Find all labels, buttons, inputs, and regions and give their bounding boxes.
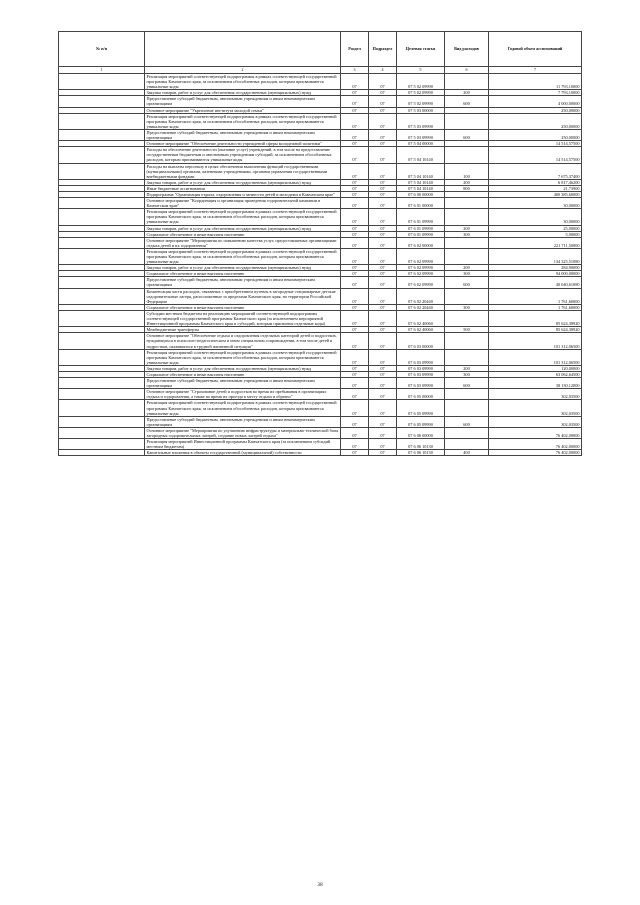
cell-podrazdel: 07 bbox=[369, 90, 397, 96]
cell-expense-type: 300 bbox=[445, 371, 489, 377]
cell-name: Реализация мероприятий соответствующей подпрограммы в рамках соответствующей государственной программы Камчатского края, за исключением обособленных расходов, которым присваиваются уникальные коды bbox=[145, 400, 341, 416]
cell-razdel: 07 bbox=[341, 90, 369, 96]
cell-name: Предоставление субсидий бюджетным, автономным учреждениям и иным некоммерческим организациям bbox=[145, 277, 341, 288]
cell-razdel: 07 bbox=[341, 141, 369, 147]
cell-number bbox=[59, 129, 145, 140]
cell-expense-type bbox=[445, 310, 489, 326]
cell-annual-sum: 250,00000 bbox=[489, 107, 582, 113]
cell-name: Основное мероприятие "Страхование детей и подростков во время их пребывания в организациях отдыха и оздоровления, а также во время их проезда к месту отдыха и обратно" bbox=[145, 389, 341, 400]
cell-podrazdel: 07 bbox=[369, 450, 397, 456]
cell-number bbox=[59, 209, 145, 225]
table-row bbox=[59, 288, 582, 304]
cell-annual-sum: 38 130,12000 bbox=[489, 378, 582, 389]
cell-target-article: 07 6 01 00000 bbox=[397, 198, 445, 209]
cell-name: Предоставление субсидий бюджетным, автономным учреждениям и иным некоммерческим организациям bbox=[145, 96, 341, 107]
header-razdel: Раздел bbox=[341, 32, 369, 67]
cell-razdel: 07 bbox=[341, 271, 369, 277]
cell-razdel: 07 bbox=[341, 209, 369, 225]
cell-target-article: 07 5 04 10140 bbox=[397, 163, 445, 179]
cell-podrazdel: 07 bbox=[369, 74, 397, 90]
cell-podrazdel: 07 bbox=[369, 248, 397, 264]
col-number: 6 bbox=[445, 67, 489, 74]
cell-razdel: 07 bbox=[341, 231, 369, 237]
cell-expense-type bbox=[445, 209, 489, 225]
cell-annual-sum: 76 402,00000 bbox=[489, 427, 582, 438]
cell-target-article: 07 5 02 09990 bbox=[397, 96, 445, 107]
cell-annual-sum: 302,03500 bbox=[489, 400, 582, 416]
cell-name: Закупка товаров, работ и услуг для обеспечения государственных (муниципальных) нужд bbox=[145, 90, 341, 96]
cell-podrazdel: 07 bbox=[369, 416, 397, 427]
cell-number bbox=[59, 237, 145, 248]
cell-expense-type: 200 bbox=[445, 265, 489, 271]
cell-target-article: 07 5 04 10140 bbox=[397, 179, 445, 185]
cell-expense-type bbox=[445, 389, 489, 400]
cell-target-article: 07 6 02 09990 bbox=[397, 271, 445, 277]
cell-annual-sum: 250,00000 bbox=[489, 129, 582, 140]
cell-razdel: 07 bbox=[341, 304, 369, 310]
header-target-article: Целевая статья bbox=[397, 32, 445, 67]
cell-name: Реализация мероприятий соответствующей подпрограммы в рамках соответствующей государственной программы Камчатского края, за исключением обособленных расходов, которым присваиваются уникальные коды bbox=[145, 74, 341, 90]
cell-annual-sum: 85 624,38920 bbox=[489, 310, 582, 326]
cell-target-article: 07 6 01 09990 bbox=[397, 225, 445, 231]
cell-expense-type bbox=[445, 74, 489, 90]
cell-annual-sum: 7 793,10000 bbox=[489, 90, 582, 96]
cell-expense-type bbox=[445, 427, 489, 438]
cell-podrazdel: 07 bbox=[369, 277, 397, 288]
cell-name: Закупка товаров, работ и услуг для обеспечения государственных (муниципальных) нужд bbox=[145, 365, 341, 371]
cell-name: Основное мероприятие "Координация и организация проведения оздоровительной кампании в Камчатском крае" bbox=[145, 198, 341, 209]
cell-target-article: 07 6 06 00000 bbox=[397, 427, 445, 438]
cell-name: Реализация мероприятий соответствующей подпрограммы в рамках соответствующей государственной программы Камчатского края, за исключением обособленных расходов, которым присваиваются уникальные коды bbox=[145, 349, 341, 365]
cell-number bbox=[59, 96, 145, 107]
cell-target-article: 07 5 03 00000 bbox=[397, 107, 445, 113]
cell-expense-type: 600 bbox=[445, 378, 489, 389]
cell-razdel: 07 bbox=[341, 416, 369, 427]
cell-annual-sum: 302,03500 bbox=[489, 389, 582, 400]
cell-name: Расходы на обеспечение деятельности (оказание услуг) учреждений, в том числе на предоставление государственным бюджетным и автономным учреждениям субсидий, за исключением обособленных расходов, которым присваиваются уникальные коды bbox=[145, 147, 341, 163]
cell-annual-sum: 284,90000 bbox=[489, 265, 582, 271]
cell-podrazdel: 07 bbox=[369, 327, 397, 333]
cell-annual-sum: 1 761,60000 bbox=[489, 288, 582, 304]
cell-name: Закупка товаров, работ и услуг для обеспечения государственных (муниципальных) нужд bbox=[145, 265, 341, 271]
cell-razdel: 07 bbox=[341, 400, 369, 416]
cell-target-article: 07 6 05 09990 bbox=[397, 400, 445, 416]
page-number: 38 bbox=[317, 882, 323, 888]
cell-annual-sum: 400 385,60000 bbox=[489, 191, 582, 197]
header-expense-type: Вид расходов bbox=[445, 32, 489, 67]
cell-target-article: 07 6 01 09990 bbox=[397, 209, 445, 225]
cell-number bbox=[59, 198, 145, 209]
table-row bbox=[59, 427, 582, 438]
cell-annual-sum: 30,00000 bbox=[489, 209, 582, 225]
col-number: 2 bbox=[145, 67, 341, 74]
cell-razdel: 07 bbox=[341, 129, 369, 140]
cell-expense-type: 200 bbox=[445, 225, 489, 231]
cell-expense-type: 100 bbox=[445, 163, 489, 179]
cell-razdel: 07 bbox=[341, 107, 369, 113]
cell-expense-type: 500 bbox=[445, 327, 489, 333]
cell-annual-sum: 21,73900 bbox=[489, 185, 582, 191]
cell-podrazdel: 07 bbox=[369, 113, 397, 129]
cell-name: Основное мероприятие "Обеспечение отдыха и оздоровления отдельных категорий детей и подростков, нуждающихся в психолого-педагогическом и ином специальном сопровождении, в том числе детей и подростков, оказавшихся в трудной жизненной ситуации" bbox=[145, 333, 341, 349]
cell-name: Основное мероприятие "Мероприятия по улучшению инфраструктуры и материально-технической базы загородных оздоровительных лагерей, создание новых лагерей отдыха" bbox=[145, 427, 341, 438]
table-row bbox=[59, 198, 582, 209]
cell-target-article: 07 6 02 20440 bbox=[397, 288, 445, 304]
cell-annual-sum: 134 325,51080 bbox=[489, 248, 582, 264]
table-row bbox=[59, 248, 582, 264]
table-row bbox=[59, 237, 582, 248]
cell-podrazdel: 07 bbox=[369, 231, 397, 237]
cell-target-article: 07 6 02 09990 bbox=[397, 265, 445, 271]
cell-expense-type: 300 bbox=[445, 231, 489, 237]
cell-number bbox=[59, 277, 145, 288]
cell-target-article: 07 6 02 40060 bbox=[397, 327, 445, 333]
cell-number bbox=[59, 416, 145, 427]
cell-target-article: 07 5 03 09990 bbox=[397, 129, 445, 140]
table-row bbox=[59, 310, 582, 326]
cell-razdel: 07 bbox=[341, 198, 369, 209]
cell-annual-sum: 30,00000 bbox=[489, 198, 582, 209]
cell-number bbox=[59, 288, 145, 304]
cell-annual-sum: 14 514,57500 bbox=[489, 141, 582, 147]
cell-name: Социальное обеспечение и иные выплаты населению bbox=[145, 304, 341, 310]
cell-razdel: 07 bbox=[341, 365, 369, 371]
cell-name: Расходы на выплаты персоналу в целях обеспечения выполнения функций государственными (муниципальными) органами, казенными учреждениями, органами управления государственными внебюджетными фондами bbox=[145, 163, 341, 179]
cell-target-article: 07 5 04 10140 bbox=[397, 147, 445, 163]
cell-target-article: 07 6 00 00000 bbox=[397, 191, 445, 197]
cell-podrazdel: 07 bbox=[369, 378, 397, 389]
cell-annual-sum: 85 624,38920 bbox=[489, 327, 582, 333]
cell-podrazdel: 07 bbox=[369, 209, 397, 225]
cell-podrazdel: 07 bbox=[369, 371, 397, 377]
cell-razdel: 07 bbox=[341, 237, 369, 248]
table-row bbox=[59, 147, 582, 163]
cell-razdel: 07 bbox=[341, 191, 369, 197]
cell-expense-type: 200 bbox=[445, 90, 489, 96]
cell-razdel: 07 bbox=[341, 147, 369, 163]
cell-podrazdel: 07 bbox=[369, 185, 397, 191]
cell-name: Субсидии местным бюджетам на реализацию мероприятий соответствующей подпрограммы соответствующей государственной программы Камчатского края (за исключением мероприятий Инвестиционной программы Камчатского края и субсидий, которым присвоены отдельные коды) bbox=[145, 310, 341, 326]
cell-podrazdel: 07 bbox=[369, 333, 397, 349]
cell-razdel: 07 bbox=[341, 450, 369, 456]
table-row bbox=[59, 378, 582, 389]
cell-podrazdel: 07 bbox=[369, 107, 397, 113]
cell-podrazdel: 07 bbox=[369, 147, 397, 163]
cell-razdel: 07 bbox=[341, 349, 369, 365]
col-number: 3 bbox=[341, 67, 369, 74]
cell-number bbox=[59, 310, 145, 326]
cell-expense-type bbox=[445, 439, 489, 450]
cell-expense-type bbox=[445, 333, 489, 349]
table-row bbox=[59, 349, 582, 365]
cell-annual-sum: 250,00000 bbox=[489, 113, 582, 129]
cell-podrazdel: 07 bbox=[369, 191, 397, 197]
table-row bbox=[59, 209, 582, 225]
col-number: 5 bbox=[397, 67, 445, 74]
cell-podrazdel: 07 bbox=[369, 439, 397, 450]
cell-expense-type bbox=[445, 400, 489, 416]
cell-expense-type bbox=[445, 198, 489, 209]
header-podrazdel: Подраздел bbox=[369, 32, 397, 67]
cell-podrazdel: 07 bbox=[369, 141, 397, 147]
table-row bbox=[59, 129, 582, 140]
cell-expense-type bbox=[445, 248, 489, 264]
cell-number bbox=[59, 450, 145, 456]
cell-annual-sum: 94 000,00000 bbox=[489, 271, 582, 277]
cell-annual-sum: 63 062,64500 bbox=[489, 371, 582, 377]
cell-razdel: 07 bbox=[341, 265, 369, 271]
cell-razdel: 07 bbox=[341, 225, 369, 231]
cell-annual-sum: 1 761,60000 bbox=[489, 304, 582, 310]
cell-podrazdel: 07 bbox=[369, 427, 397, 438]
cell-razdel: 07 bbox=[341, 113, 369, 129]
cell-podrazdel: 07 bbox=[369, 304, 397, 310]
cell-razdel: 07 bbox=[341, 277, 369, 288]
cell-name: Реализация мероприятий соответствующей подпрограммы в рамках соответствующей государственной программы Камчатского края, за исключением обособленных расходов, которым присваиваются уникальные коды bbox=[145, 248, 341, 264]
cell-razdel: 07 bbox=[341, 310, 369, 326]
cell-number bbox=[59, 163, 145, 179]
cell-expense-type bbox=[445, 237, 489, 248]
cell-expense-type: 600 bbox=[445, 129, 489, 140]
cell-razdel: 07 bbox=[341, 371, 369, 377]
table-row bbox=[59, 333, 582, 349]
table-row bbox=[59, 163, 582, 179]
cell-annual-sum: 7 675,37400 bbox=[489, 163, 582, 179]
cell-number bbox=[59, 248, 145, 264]
cell-razdel: 07 bbox=[341, 378, 369, 389]
col-number: 1 bbox=[59, 67, 145, 74]
cell-annual-sum: 6 817,46200 bbox=[489, 179, 582, 185]
table-body bbox=[59, 74, 582, 456]
table-row bbox=[59, 400, 582, 416]
cell-podrazdel: 07 bbox=[369, 163, 397, 179]
cell-podrazdel: 07 bbox=[369, 271, 397, 277]
cell-annual-sum: 4 000,00000 bbox=[489, 96, 582, 107]
cell-target-article: 07 6 03 09990 bbox=[397, 378, 445, 389]
cell-name: Предоставление субсидий бюджетным, автономным учреждениям и иным некоммерческим организациям bbox=[145, 378, 341, 389]
cell-target-article: 07 6 02 20440 bbox=[397, 304, 445, 310]
cell-name: Предоставление субсидий бюджетным, автономным учреждениям и иным некоммерческим организациям bbox=[145, 416, 341, 427]
table-row bbox=[59, 96, 582, 107]
header-number: № п/п bbox=[59, 32, 145, 67]
col-number: 7 bbox=[489, 67, 582, 74]
table-row bbox=[59, 389, 582, 400]
cell-razdel: 07 bbox=[341, 389, 369, 400]
cell-number bbox=[59, 333, 145, 349]
cell-expense-type: 300 bbox=[445, 271, 489, 277]
cell-expense-type bbox=[445, 349, 489, 365]
cell-podrazdel: 07 bbox=[369, 310, 397, 326]
cell-name: Социальное обеспечение и иные выплаты населению bbox=[145, 231, 341, 237]
cell-annual-sum: 5,00000 bbox=[489, 231, 582, 237]
cell-number bbox=[59, 389, 145, 400]
cell-podrazdel: 07 bbox=[369, 179, 397, 185]
cell-target-article: 07 6 01 09990 bbox=[397, 231, 445, 237]
cell-name: Социальное обеспечение и иные выплаты населению bbox=[145, 271, 341, 277]
cell-target-article: 07 6 05 00000 bbox=[397, 389, 445, 400]
cell-target-article: 07 6 03 09990 bbox=[397, 371, 445, 377]
cell-number bbox=[59, 427, 145, 438]
cell-razdel: 07 bbox=[341, 288, 369, 304]
cell-expense-type: 200 bbox=[445, 365, 489, 371]
cell-number bbox=[59, 74, 145, 90]
cell-expense-type: 800 bbox=[445, 185, 489, 191]
cell-annual-sum: 120,00000 bbox=[489, 365, 582, 371]
cell-number bbox=[59, 400, 145, 416]
cell-annual-sum: 101 312,06500 bbox=[489, 333, 582, 349]
cell-annual-sum: 25,00000 bbox=[489, 225, 582, 231]
budget-table-sheet bbox=[58, 31, 581, 456]
cell-target-article: 07 6 06 10130 bbox=[397, 450, 445, 456]
cell-target-article: 07 6 02 00000 bbox=[397, 237, 445, 248]
cell-annual-sum: 76 402,00000 bbox=[489, 450, 582, 456]
cell-name: Основное мероприятие "Обеспечение деятельности учреждений сферы молодежной политики" bbox=[145, 141, 341, 147]
cell-expense-type: 300 bbox=[445, 304, 489, 310]
cell-name: Основное мероприятие "Мероприятия по повышению качества услуг, предоставляемых организациями отдыха детей и их оздоровления" bbox=[145, 237, 341, 248]
cell-razdel: 07 bbox=[341, 327, 369, 333]
cell-razdel: 07 bbox=[341, 96, 369, 107]
cell-target-article: 07 6 02 09990 bbox=[397, 248, 445, 264]
cell-annual-sum: 40 040,61080 bbox=[489, 277, 582, 288]
cell-podrazdel: 07 bbox=[369, 96, 397, 107]
header-name bbox=[145, 32, 341, 67]
cell-name: Реализация мероприятий соответствующей подпрограммы в рамках соответствующей государственной программы Камчатского края, за исключением обособленных расходов, которым присваиваются уникальные коды bbox=[145, 209, 341, 225]
cell-razdel: 07 bbox=[341, 74, 369, 90]
cell-razdel: 07 bbox=[341, 333, 369, 349]
cell-annual-sum: 14 514,57500 bbox=[489, 147, 582, 163]
cell-name: Компенсация части расходов, связанных с приобретением путевок в загородные стационарные детские оздоровительные лагеря, расположенные за пределами Камчатского края, на территории Российской Федерации bbox=[145, 288, 341, 304]
cell-target-article: 07 6 02 09990 bbox=[397, 277, 445, 288]
cell-razdel: 07 bbox=[341, 248, 369, 264]
cell-name: Реализация мероприятий соответствующей подпрограммы в рамках соответствующей государственной программы Камчатского края, за исключением обособленных расходов, которым присваиваются уникальные коды bbox=[145, 113, 341, 129]
col-number: 4 bbox=[369, 67, 397, 74]
cell-name: Предоставление субсидий бюджетным, автономным учреждениям и иным некоммерческим организациям bbox=[145, 129, 341, 140]
table-row bbox=[59, 416, 582, 427]
table-row bbox=[59, 74, 582, 90]
table-row bbox=[59, 450, 582, 456]
cell-expense-type: 600 bbox=[445, 277, 489, 288]
cell-annual-sum: 302,03500 bbox=[489, 416, 582, 427]
cell-name: Капитальные вложения в объекты государственной (муниципальной) собственности bbox=[145, 450, 341, 456]
cell-target-article: 07 6 03 09990 bbox=[397, 365, 445, 371]
cell-annual-sum: 76 402,00000 bbox=[489, 439, 582, 450]
cell-expense-type bbox=[445, 147, 489, 163]
cell-target-article: 07 5 04 00000 bbox=[397, 141, 445, 147]
budget-table bbox=[58, 31, 582, 456]
cell-podrazdel: 07 bbox=[369, 349, 397, 365]
cell-expense-type: 600 bbox=[445, 96, 489, 107]
cell-podrazdel: 07 bbox=[369, 389, 397, 400]
cell-number bbox=[59, 147, 145, 163]
cell-target-article: 07 6 06 10130 bbox=[397, 439, 445, 450]
table-row bbox=[59, 439, 582, 450]
cell-number bbox=[59, 349, 145, 365]
table-row bbox=[59, 277, 582, 288]
cell-annual-sum: 221 711,50000 bbox=[489, 237, 582, 248]
table-header-row bbox=[59, 32, 582, 67]
cell-expense-type: 600 bbox=[445, 416, 489, 427]
cell-razdel: 07 bbox=[341, 427, 369, 438]
cell-target-article: 07 5 04 10140 bbox=[397, 185, 445, 191]
cell-podrazdel: 07 bbox=[369, 400, 397, 416]
cell-podrazdel: 07 bbox=[369, 237, 397, 248]
cell-podrazdel: 07 bbox=[369, 288, 397, 304]
cell-number bbox=[59, 439, 145, 450]
cell-expense-type bbox=[445, 288, 489, 304]
cell-name: Закупка товаров, работ и услуг для обеспечения государственных (муниципальных) нужд bbox=[145, 179, 341, 185]
cell-number bbox=[59, 378, 145, 389]
cell-name: Реализация мероприятий Инвестиционной программы Камчатского края (за исключением субсидий местным бюджетам) bbox=[145, 439, 341, 450]
cell-podrazdel: 07 bbox=[369, 198, 397, 209]
table-row bbox=[59, 113, 582, 129]
cell-razdel: 07 bbox=[341, 185, 369, 191]
cell-target-article: 07 6 03 00000 bbox=[397, 333, 445, 349]
cell-name: Социальное обеспечение и иные выплаты населению bbox=[145, 371, 341, 377]
cell-annual-sum: 101 312,06500 bbox=[489, 349, 582, 365]
cell-name: Иные бюджетные ассигнования bbox=[145, 185, 341, 191]
cell-name: Межбюджетные трансферты bbox=[145, 327, 341, 333]
cell-name: Закупка товаров, работ и услуг для обеспечения государственных (муниципальных) нужд bbox=[145, 225, 341, 231]
cell-podrazdel: 07 bbox=[369, 225, 397, 231]
cell-target-article: 07 6 05 09990 bbox=[397, 416, 445, 427]
cell-expense-type: 200 bbox=[445, 179, 489, 185]
cell-number bbox=[59, 113, 145, 129]
header-annual-sum: Годовой объем ассигнований bbox=[489, 32, 582, 67]
cell-target-article: 07 6 03 09990 bbox=[397, 349, 445, 365]
cell-target-article: 07 5 03 09990 bbox=[397, 113, 445, 129]
cell-podrazdel: 07 bbox=[369, 265, 397, 271]
cell-annual-sum: 11 793,10000 bbox=[489, 74, 582, 90]
cell-razdel: 07 bbox=[341, 163, 369, 179]
cell-podrazdel: 07 bbox=[369, 365, 397, 371]
cell-razdel: 07 bbox=[341, 439, 369, 450]
cell-target-article: 07 6 02 40060 bbox=[397, 310, 445, 326]
cell-name: Основное мероприятие "Укрепление института молодой семьи" bbox=[145, 107, 341, 113]
cell-target-article: 07 5 02 09990 bbox=[397, 74, 445, 90]
cell-razdel: 07 bbox=[341, 179, 369, 185]
cell-name: Подпрограмма "Организация отдыха, оздоровления и занятости детей и молодежи в Камчатском крае" bbox=[145, 191, 341, 197]
column-numbers-row bbox=[59, 67, 582, 74]
cell-target-article: 07 5 02 09990 bbox=[397, 90, 445, 96]
cell-expense-type bbox=[445, 113, 489, 129]
cell-expense-type: 400 bbox=[445, 450, 489, 456]
cell-podrazdel: 07 bbox=[369, 129, 397, 140]
